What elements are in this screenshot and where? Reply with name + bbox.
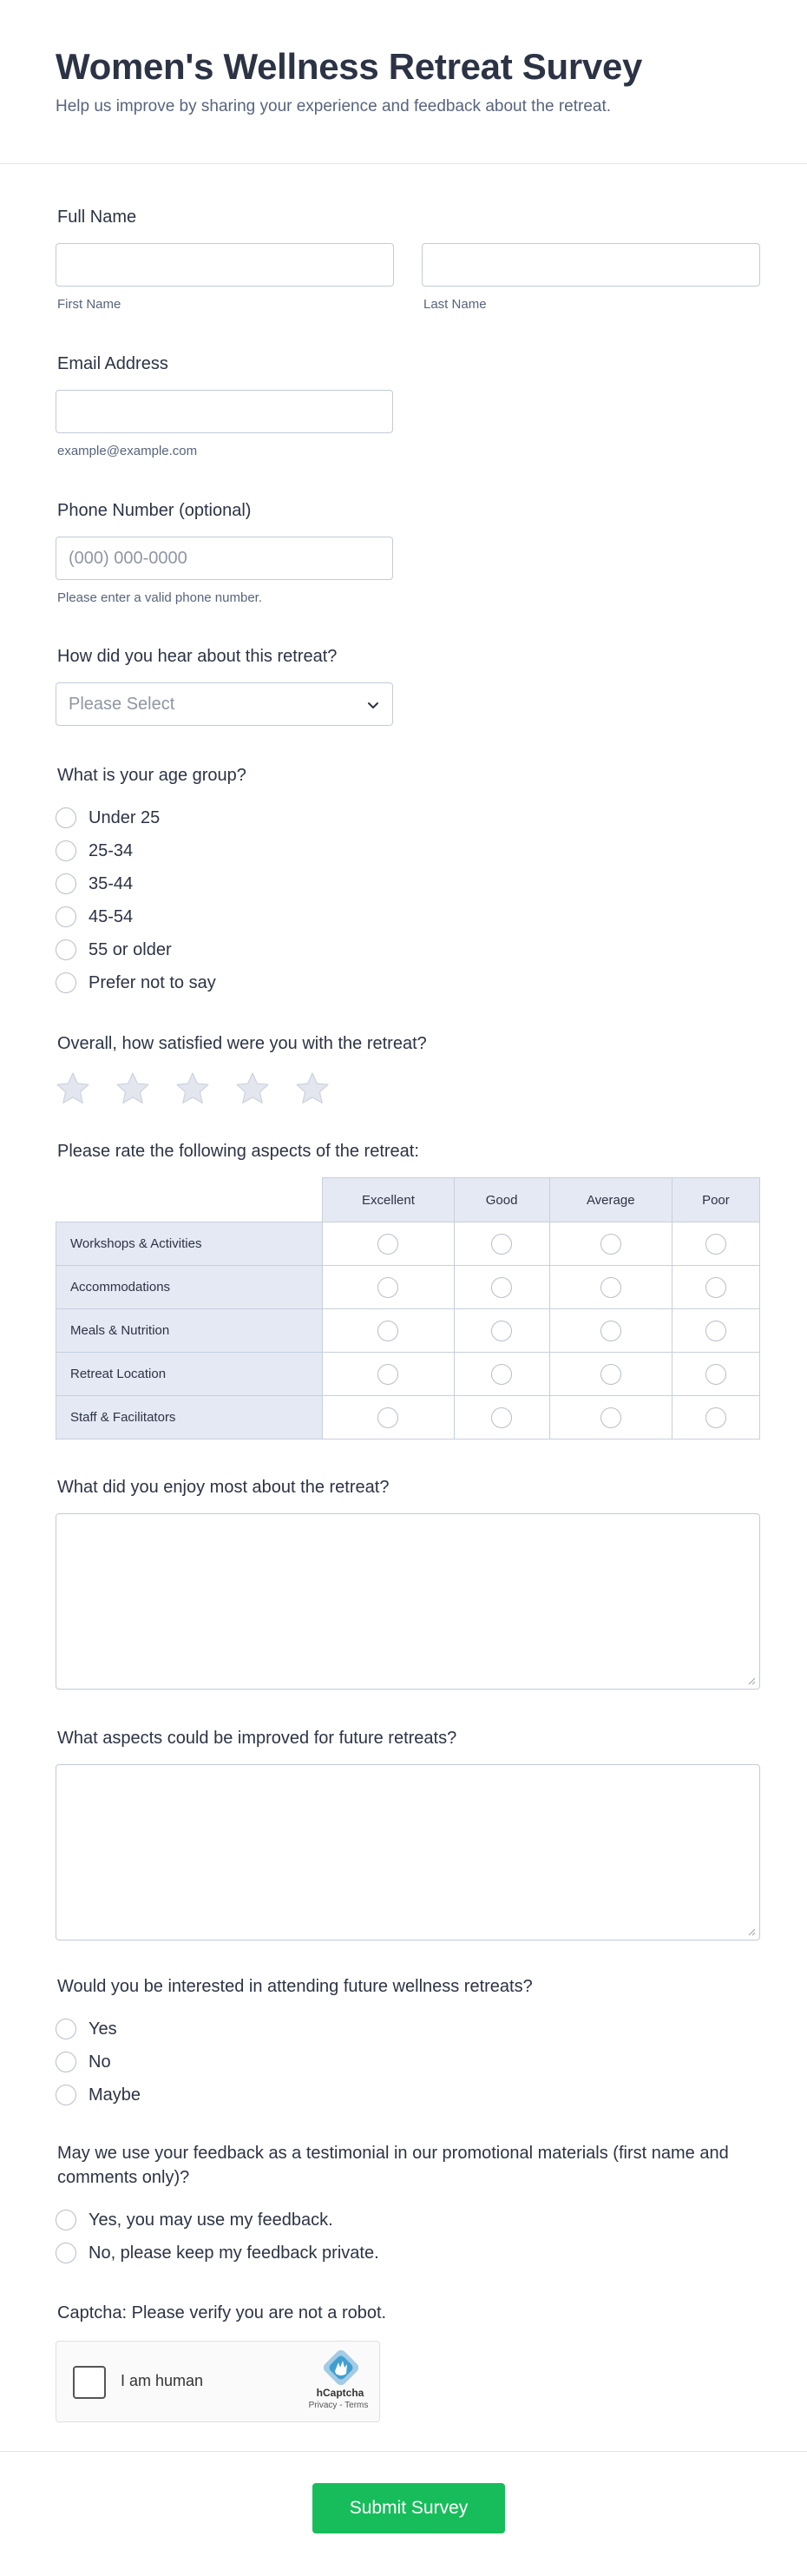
- testimonial-option-label: Yes, you may use my feedback.: [89, 2210, 333, 2230]
- testimonial-options: [56, 2204, 760, 2270]
- age-option-label: 25-34: [89, 840, 134, 860]
- radio-button[interactable]: [56, 2019, 76, 2039]
- age-option[interactable]: [56, 900, 760, 933]
- future-question: [56, 1974, 760, 2112]
- improve-question: [56, 1726, 760, 1940]
- matrix-cell: [323, 1353, 454, 1396]
- matrix-column-header: Poor: [672, 1178, 759, 1222]
- radio-button[interactable]: [491, 1321, 512, 1341]
- captcha-brand: hCaptcha: [316, 2387, 364, 2399]
- satisfaction-question: [56, 1031, 760, 1106]
- age-label: What is your age group?: [57, 766, 246, 785]
- future-option[interactable]: [56, 2046, 760, 2079]
- last-name-group: [422, 243, 760, 312]
- enjoy-label: What did you enjoy most about the retreat?: [57, 1478, 390, 1497]
- age-option[interactable]: [56, 933, 760, 966]
- matrix-cell: [672, 1309, 759, 1353]
- matrix-row: [56, 1396, 760, 1440]
- captcha-links[interactable]: Privacy - Terms: [308, 2401, 369, 2410]
- star-icon[interactable]: [295, 1071, 330, 1106]
- age-option[interactable]: [56, 867, 760, 900]
- matrix-row: [56, 1353, 760, 1396]
- matrix-cell: [454, 1353, 549, 1396]
- matrix-cell: [323, 1222, 454, 1266]
- matrix-column-header: Excellent: [323, 1178, 454, 1222]
- radio-button[interactable]: [377, 1407, 398, 1428]
- age-options: [56, 801, 760, 999]
- matrix-cell: [672, 1396, 759, 1440]
- matrix-cell: [323, 1396, 454, 1440]
- improve-textarea[interactable]: [56, 1764, 760, 1940]
- captcha-question: [56, 2301, 760, 2422]
- star-icon[interactable]: [56, 1071, 90, 1106]
- radio-button[interactable]: [491, 1234, 512, 1255]
- phone-input[interactable]: [56, 537, 393, 580]
- radio-button[interactable]: [705, 1321, 726, 1341]
- age-option-label: Under 25: [89, 807, 161, 827]
- radio-button[interactable]: [56, 2243, 76, 2263]
- star-icon[interactable]: [235, 1071, 270, 1106]
- improve-label: What aspects could be improved for future retreats?: [57, 1729, 457, 1748]
- matrix-row: [56, 1309, 760, 1353]
- last-name-sublabel: Last Name: [423, 297, 487, 312]
- heard-question: [56, 644, 760, 726]
- matrix-row-label: Workshops & Activities: [56, 1222, 323, 1266]
- matrix-row-label: Retreat Location: [56, 1353, 323, 1396]
- radio-button[interactable]: [377, 1321, 398, 1341]
- future-option[interactable]: [56, 2079, 760, 2112]
- matrix-cell: [672, 1353, 759, 1396]
- radio-button[interactable]: [56, 939, 76, 960]
- resize-grip-icon[interactable]: [747, 1927, 756, 1936]
- first-name-group: [56, 243, 394, 312]
- radio-button[interactable]: [56, 2210, 76, 2230]
- email-sublabel: example@example.com: [57, 444, 198, 458]
- radio-button[interactable]: [56, 906, 76, 927]
- future-option[interactable]: [56, 2013, 760, 2046]
- testimonial-option[interactable]: [56, 2204, 760, 2237]
- hcaptcha-logo-icon: [324, 2350, 358, 2385]
- first-name-input[interactable]: [56, 243, 394, 287]
- radio-button[interactable]: [491, 1277, 512, 1298]
- radio-button[interactable]: [491, 1407, 512, 1428]
- matrix-row-label: Accommodations: [56, 1266, 323, 1309]
- future-option-label: No: [89, 2052, 111, 2072]
- age-option-label: Prefer not to say: [89, 972, 216, 992]
- radio-button[interactable]: [600, 1234, 621, 1255]
- matrix-question: [56, 1139, 760, 1440]
- age-option-label: 35-44: [89, 873, 134, 893]
- radio-button[interactable]: [56, 873, 76, 894]
- captcha-checkbox-label: I am human: [121, 2372, 204, 2389]
- email-input[interactable]: [56, 390, 393, 433]
- radio-button[interactable]: [600, 1321, 621, 1341]
- phone-question: [56, 498, 760, 605]
- age-option-label: 45-54: [89, 906, 134, 926]
- matrix-cell: [549, 1396, 672, 1440]
- matrix-cell: [549, 1222, 672, 1266]
- rating-matrix: [56, 1177, 760, 1440]
- last-name-input[interactable]: [422, 243, 760, 287]
- matrix-row: [56, 1266, 760, 1309]
- radio-button[interactable]: [491, 1364, 512, 1385]
- future-option-label: Maybe: [89, 2085, 141, 2105]
- star-icon[interactable]: [115, 1071, 150, 1106]
- age-option[interactable]: [56, 834, 760, 867]
- matrix-cell: [549, 1309, 672, 1353]
- matrix-cell: [549, 1353, 672, 1396]
- resize-grip-icon[interactable]: [747, 1677, 756, 1685]
- radio-button[interactable]: [56, 2052, 76, 2072]
- matrix-cell: [549, 1266, 672, 1309]
- matrix-cell: [454, 1396, 549, 1440]
- testimonial-question: [56, 2141, 760, 2270]
- phone-label: Phone Number (optional): [57, 501, 252, 520]
- matrix-cell: [454, 1309, 549, 1353]
- radio-button[interactable]: [377, 1277, 398, 1298]
- star-icon[interactable]: [175, 1071, 210, 1106]
- radio-button[interactable]: [377, 1234, 398, 1255]
- radio-button[interactable]: [56, 2085, 76, 2105]
- full-name-label: Full Name: [57, 208, 137, 227]
- matrix-cell: [672, 1222, 759, 1266]
- testimonial-option[interactable]: [56, 2237, 760, 2270]
- heard-label: How did you hear about this retreat?: [57, 647, 338, 666]
- matrix-cell: [323, 1266, 454, 1309]
- page-subtitle: Help us improve by sharing your experience and feedback about the retreat.: [56, 97, 612, 115]
- radio-button[interactable]: [705, 1407, 726, 1428]
- age-option[interactable]: [56, 966, 760, 999]
- future-option-label: Yes: [89, 2019, 117, 2039]
- matrix-column-header: Average: [549, 1178, 672, 1222]
- matrix-row-label: Meals & Nutrition: [56, 1309, 323, 1353]
- satisfaction-label: Overall, how satisfied were you with the retreat?: [57, 1034, 427, 1053]
- phone-sublabel: Please enter a valid phone number.: [57, 590, 262, 605]
- radio-button[interactable]: [56, 840, 76, 861]
- enjoy-textarea[interactable]: [56, 1513, 760, 1690]
- testimonial-option-label: No, please keep my feedback private.: [89, 2243, 379, 2263]
- radio-button[interactable]: [56, 972, 76, 993]
- matrix-cell: [323, 1309, 454, 1353]
- radio-button[interactable]: [705, 1364, 726, 1385]
- radio-button[interactable]: [600, 1277, 621, 1298]
- radio-button[interactable]: [705, 1234, 726, 1255]
- age-option[interactable]: [56, 801, 760, 834]
- form-header: [0, 0, 807, 164]
- age-question: [56, 763, 760, 999]
- star-rating: [56, 1071, 760, 1106]
- full-name-question: [56, 205, 760, 312]
- testimonial-label: May we use your feedback as a testimonial in our promotional materials (first name and comments only)?: [57, 2144, 729, 2187]
- matrix-label: Please rate the following aspects of the retreat:: [57, 1142, 419, 1161]
- captcha-label: Captcha: Please verify you are not a robot.: [57, 2303, 387, 2322]
- form-footer: [0, 2451, 807, 2576]
- matrix-cell: [672, 1266, 759, 1309]
- page-title: Women's Wellness Retreat Survey: [56, 46, 643, 87]
- radio-button[interactable]: [56, 807, 76, 828]
- age-option-label: 55 or older: [89, 939, 172, 959]
- heard-select[interactable]: [56, 682, 393, 726]
- email-question: [56, 352, 760, 458]
- future-label: Would you be interested in attending future wellness retreats?: [57, 1977, 533, 1996]
- radio-button[interactable]: [377, 1364, 398, 1385]
- radio-button[interactable]: [705, 1277, 726, 1298]
- matrix-cell: [454, 1266, 549, 1309]
- captcha-checkbox[interactable]: [73, 2366, 106, 2399]
- first-name-sublabel: First Name: [57, 297, 121, 312]
- matrix-column-header: Good: [454, 1178, 549, 1222]
- submit-button[interactable]: Submit Survey: [312, 2483, 505, 2533]
- matrix-cell: [454, 1222, 549, 1266]
- heard-select-value: Please Select: [69, 694, 175, 714]
- matrix-corner: [56, 1178, 323, 1222]
- email-label: Email Address: [57, 354, 168, 373]
- matrix-row-label: Staff & Facilitators: [56, 1396, 323, 1440]
- enjoy-question: [56, 1475, 760, 1690]
- matrix-row: [56, 1222, 760, 1266]
- chevron-down-icon: [366, 698, 380, 712]
- hcaptcha-widget: [56, 2341, 380, 2422]
- radio-button[interactable]: [600, 1364, 621, 1385]
- future-options: [56, 2013, 760, 2112]
- radio-button[interactable]: [600, 1407, 621, 1428]
